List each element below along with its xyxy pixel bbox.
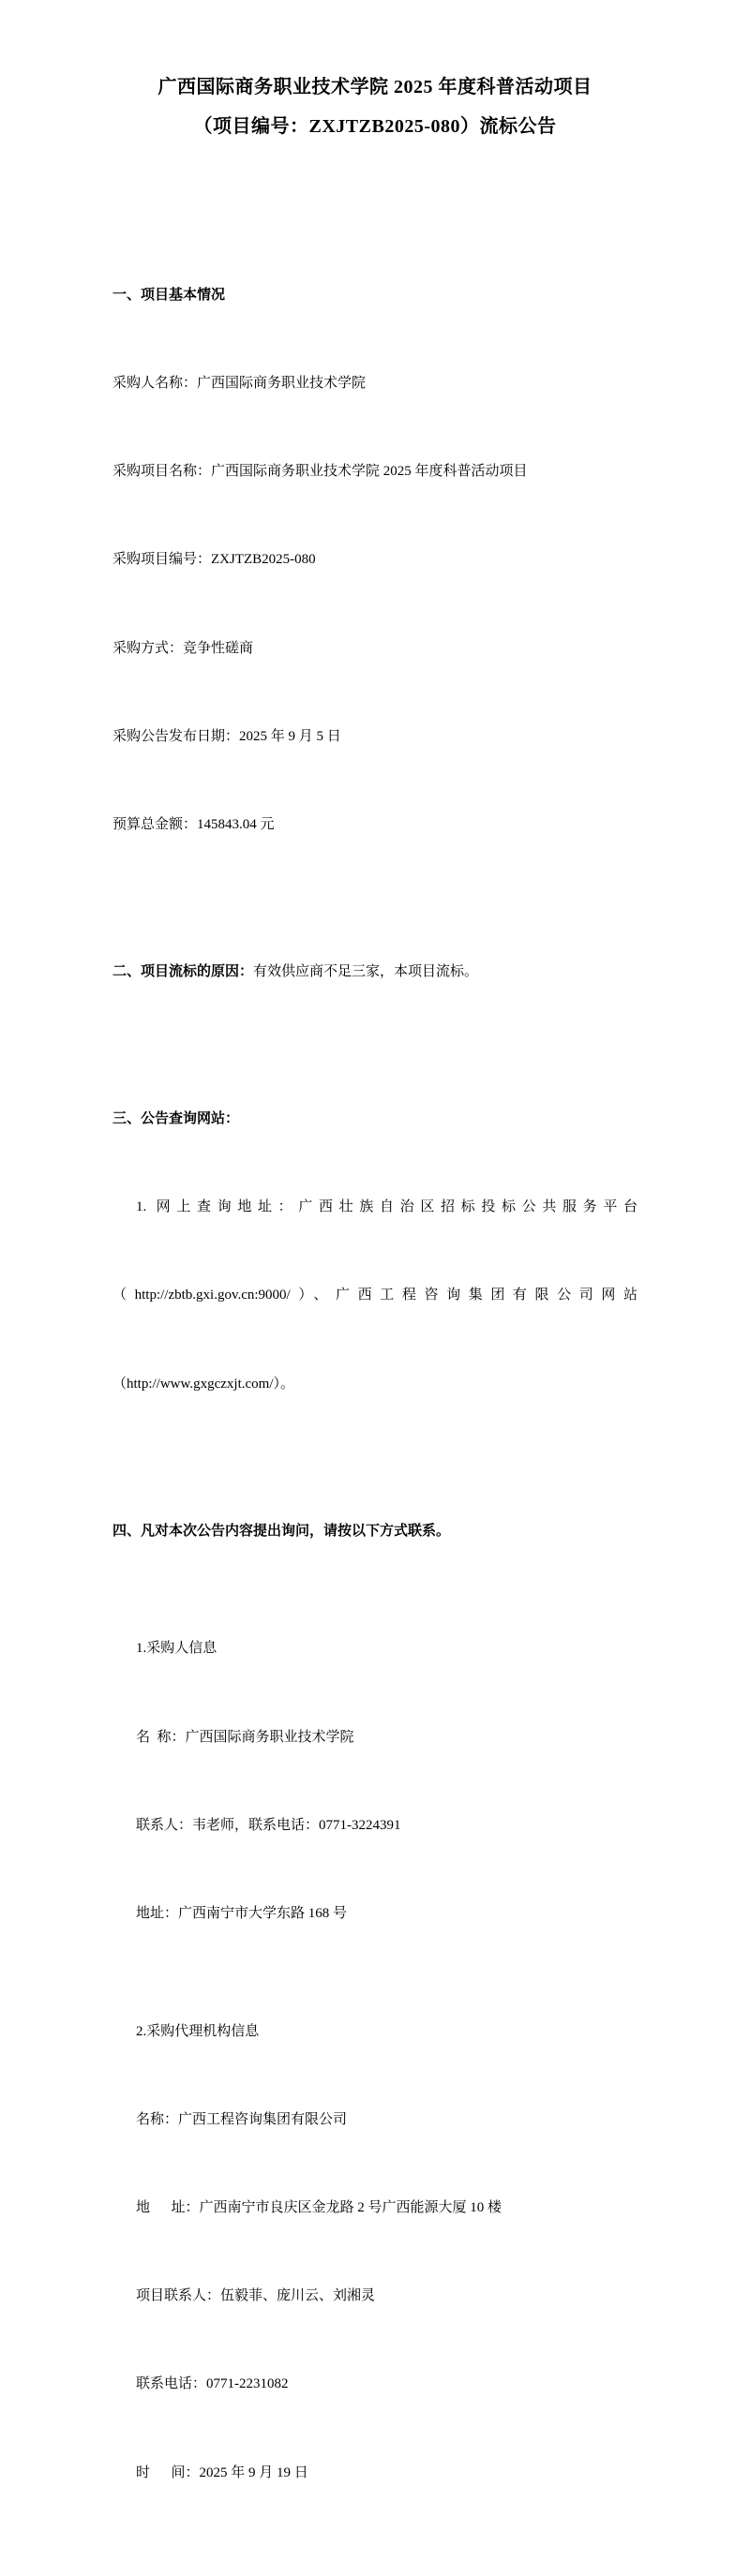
section-failure-heading: 二、项目流标的原因： [112,963,254,979]
field-project-number [112,545,638,574]
field-budget-total [112,811,638,840]
section-basic-heading: 一、项目基本情况 [112,287,226,303]
field-value: ZXJTZB2025-080 [211,552,316,568]
purchaser-contact-phone: 联系人：韦老师，联系电话：0771-3224391 [136,1817,401,1833]
field-label: 采购项目编号： [112,552,212,568]
purchaser-address: 地址：广西南宁市大学东路 168 号 [136,1905,348,1921]
websites-line-2: （http://zbtb.gxi.gov.cn:9000/）、广西工程咨询集团有限公司网站 [112,1288,638,1303]
section-failure-line [112,958,638,987]
agency-address: 地 址：广西南宁市良庆区金龙路 2 号广西能源大厦 10 楼 [136,2200,502,2216]
field-value: 广西国际商务职业技术学院 2025 年度科普活动项目 [211,464,528,480]
field-project-name [112,457,638,486]
agency-date: 时 间：2025 年 9 月 19 日 [136,2464,308,2480]
field-purchaser-name [112,369,638,398]
section-contact-heading: 四、凡对本次公告内容提出询问，请按以下方式联系。 [112,1523,451,1539]
document-body [112,163,638,2576]
field-procurement-method [112,634,638,663]
field-value: 广西国际商务职业技术学院 [197,375,367,391]
websites-line-3: （http://www.gxgczxjt.com/）。 [112,1376,295,1392]
field-label: 采购人名称： [112,375,198,391]
field-value: 竞争性磋商 [183,640,254,656]
field-label: 采购公告发布日期： [112,728,240,744]
purchaser-name: 名 称：广西国际商务职业技术学院 [136,1729,354,1745]
agency-info-title: 2.采购代理机构信息 [136,2023,260,2039]
field-announcement-date [112,722,638,752]
section-failure-reason: 有效供应商不足三家，本项目流标。 [253,963,479,979]
title-line-2: （项目编号：ZXJTZB2025-080）流标公告 [193,116,557,137]
field-value: 2025 年 9 月 5 日 [239,728,341,744]
field-label: 采购方式： [112,640,184,656]
agency-phone: 联系电话：0771-2231082 [136,2376,289,2392]
field-value: 145843.04 元 [197,816,275,832]
purchaser-info-title: 1.采购人信息 [136,1641,218,1657]
field-label: 采购项目名称： [112,464,212,480]
field-label: 预算总金额： [112,816,198,832]
agency-project-contacts: 项目联系人：伍毅菲、庞川云、刘湘灵 [136,2288,376,2304]
document-title [112,67,638,146]
title-line-1: 广西国际商务职业技术学院 2025 年度科普活动项目 [158,77,592,97]
section-websites-heading: 三、公告查询网站： [112,1111,240,1126]
agency-name: 名称：广西工程咨询集团有限公司 [136,2111,348,2127]
websites-line-1: 1. 网上查询地址：广西壮族自治区招标投标公共服务平台 [136,1199,638,1215]
